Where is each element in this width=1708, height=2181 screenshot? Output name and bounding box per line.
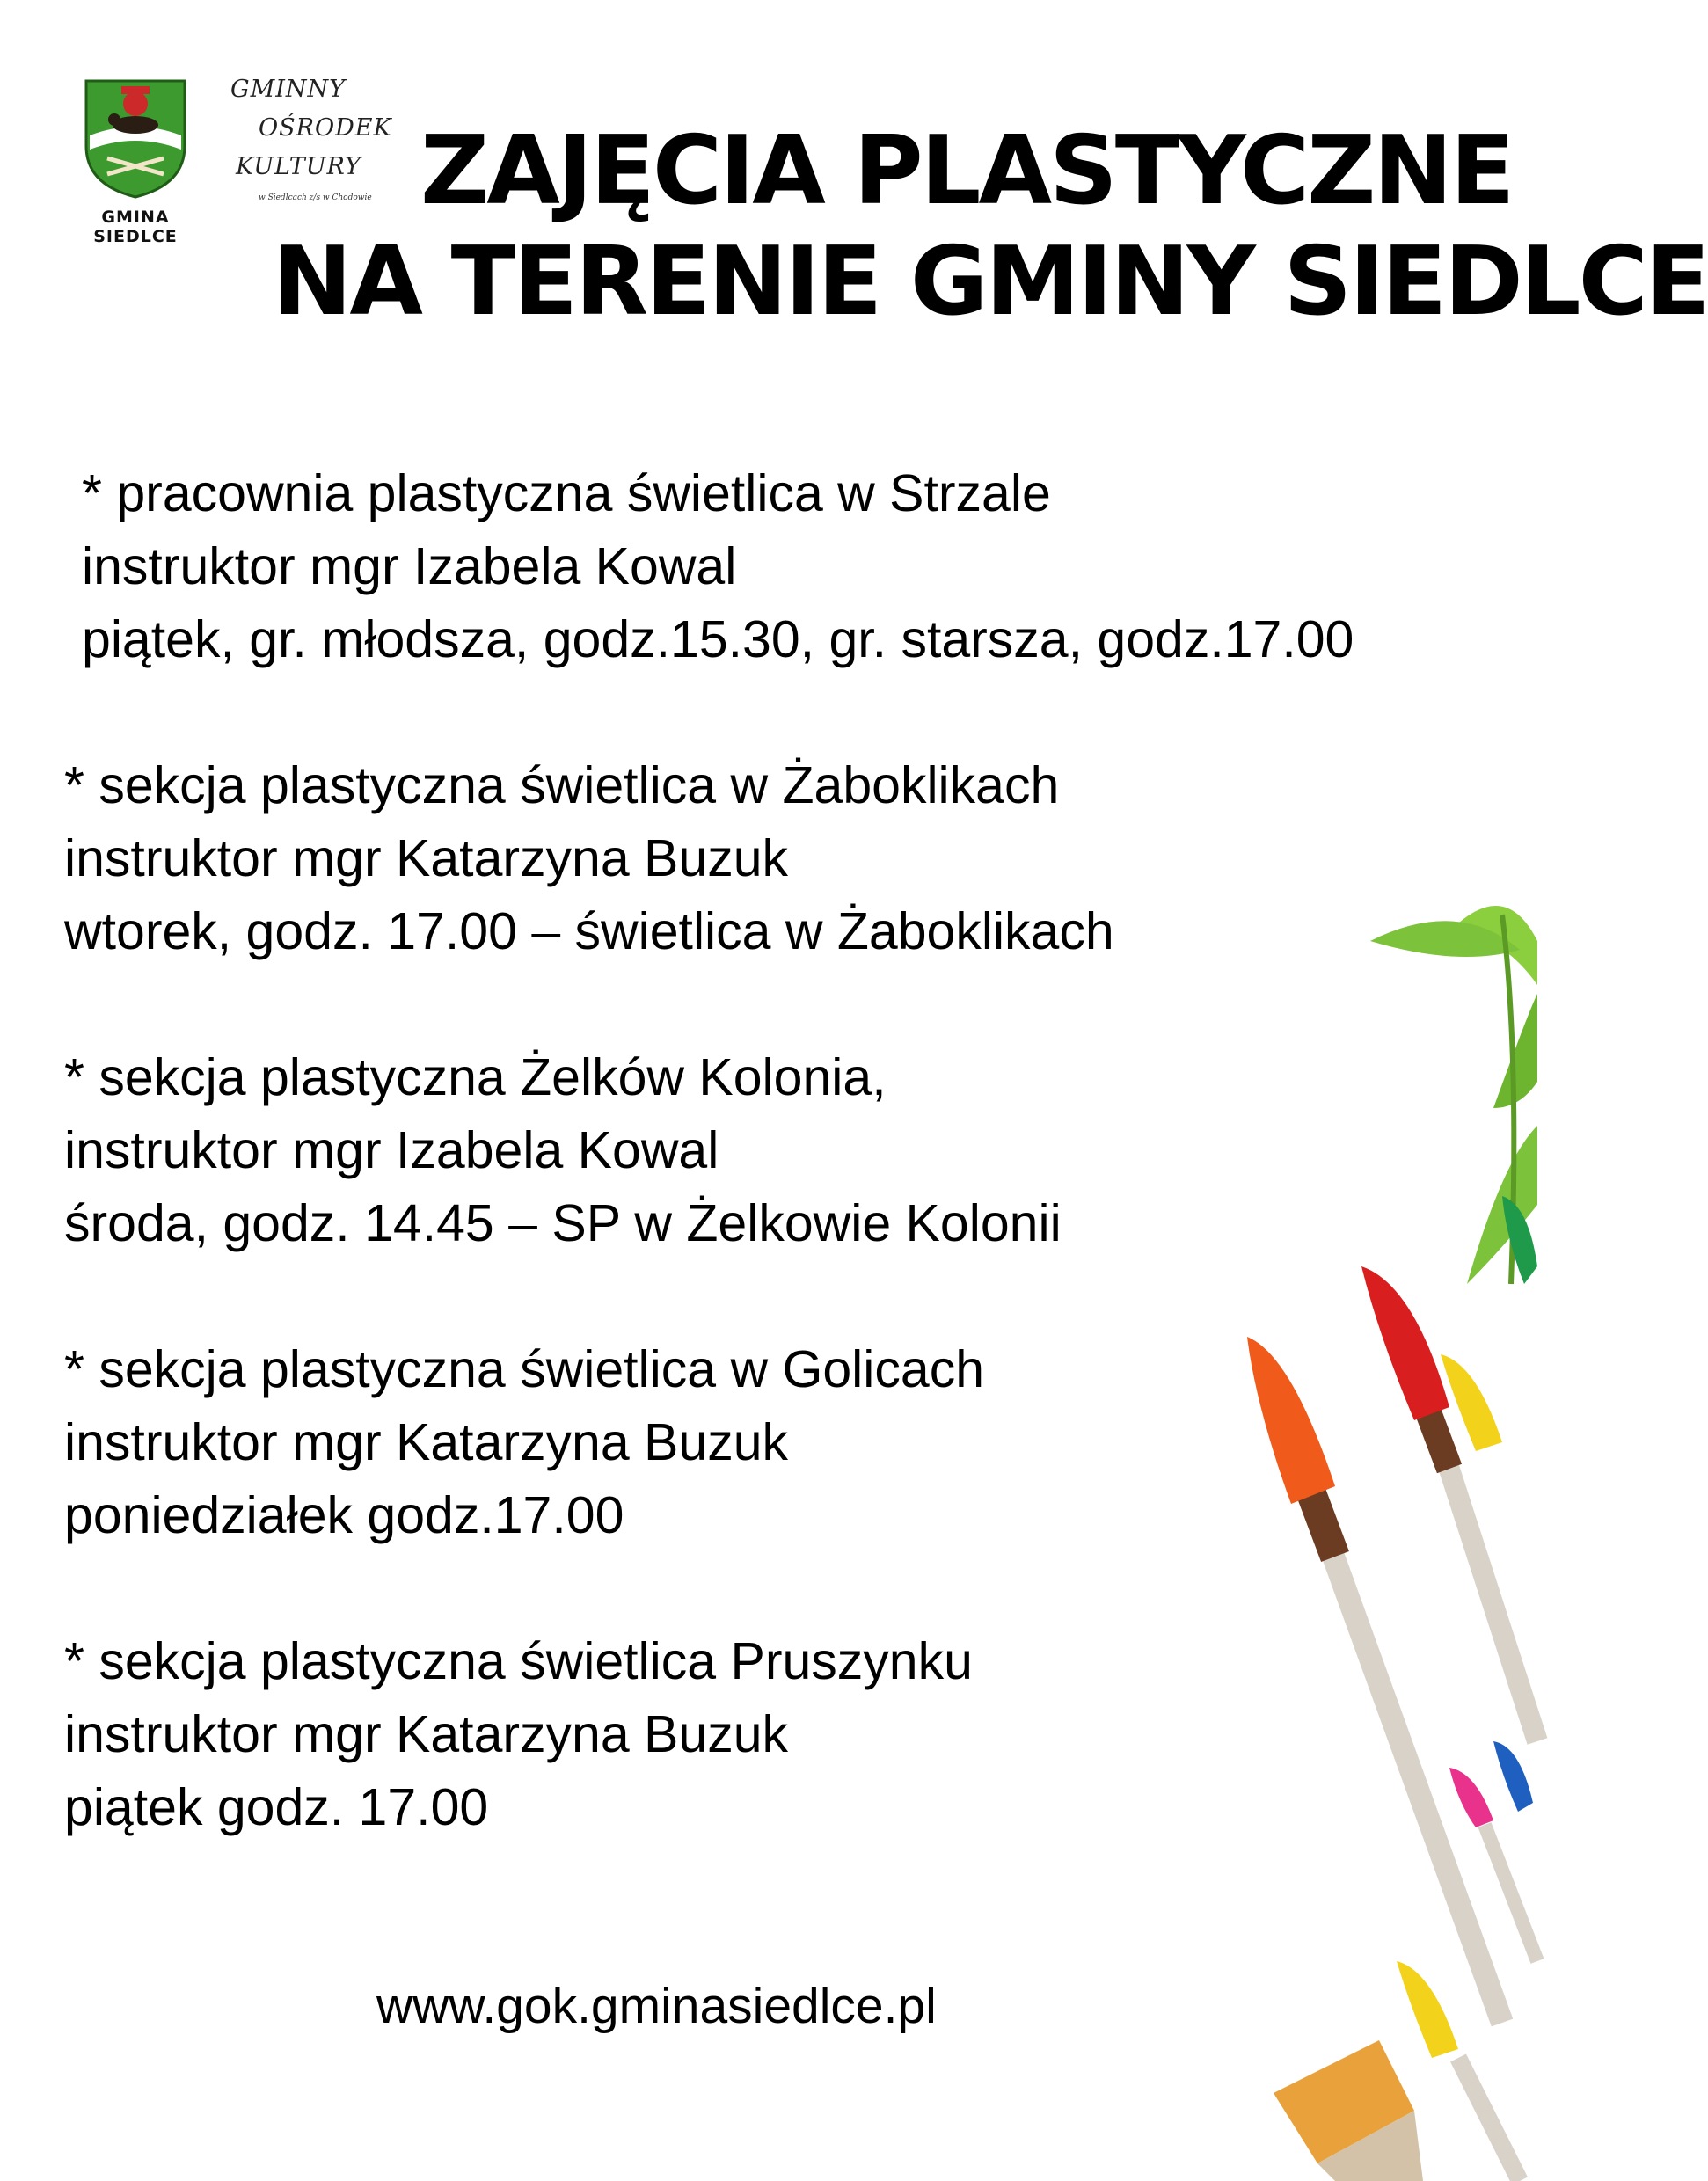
gmina-caption-line2: SIEDLCE	[93, 227, 178, 246]
section-schedule: piątek godz. 17.00	[64, 1778, 489, 1836]
title-line-2: NA TERENIE GMINY SIEDLCE	[273, 227, 1708, 337]
coat-of-arms-icon	[83, 77, 188, 199]
poster-title	[273, 116, 1708, 338]
class-section	[64, 1041, 1507, 1260]
section-name: * sekcja plastyczna świetlica Pruszynku	[64, 1632, 973, 1690]
gmina-siedlce-logo	[83, 77, 188, 246]
section-instructor: instruktor mgr Izabela Kowal	[64, 1121, 719, 1179]
brush-green-icon	[1502, 1196, 1537, 1284]
website-url: www.gok.gminasiedlce.pl	[376, 1978, 937, 2034]
section-name: * sekcja plastyczna świetlica w Golicach	[64, 1340, 985, 1398]
section-schedule: środa, godz. 14.45 – SP w Żelkowie Kolonii	[64, 1194, 1062, 1252]
gmina-caption-line1: GMINA	[101, 208, 170, 227]
section-name: * sekcja plastyczna świetlica w Żaboklikach	[64, 756, 1060, 814]
class-section	[64, 457, 1507, 676]
section-schedule: poniedziałek godz.17.00	[64, 1486, 624, 1544]
gok-subtitle: w Siedlcach z/s w Chodowie	[259, 193, 372, 202]
section-schedule: wtorek, godz. 17.00 – świetlica w Żaboklikach	[64, 902, 1114, 960]
section-instructor: instruktor mgr Izabela Kowal	[82, 537, 737, 595]
class-list	[64, 457, 1507, 1917]
gok-word-2: OŚRODEK	[259, 114, 392, 142]
section-schedule: piątek, gr. młodsza, godz.15.30, gr. starsza, godz.17.00	[82, 610, 1354, 668]
brush-handle-icon	[1274, 2040, 1423, 2181]
class-section	[64, 1625, 1507, 1844]
section-instructor: instruktor mgr Katarzyna Buzuk	[64, 1705, 789, 1763]
class-section	[64, 749, 1507, 968]
title-line-1: ZAJĘCIA PLASTYCZNE	[420, 116, 1513, 226]
section-instructor: instruktor mgr Katarzyna Buzuk	[64, 1413, 789, 1471]
class-section	[64, 1333, 1507, 1552]
gok-word-1: GMINNY	[230, 76, 346, 103]
gok-word-3: KULTURY	[236, 153, 361, 180]
section-name: * pracownia plastyczna świetlica w Strzale	[82, 464, 1051, 522]
section-name: * sekcja plastyczna Żelków Kolonia,	[64, 1048, 887, 1106]
section-instructor: instruktor mgr Katarzyna Buzuk	[64, 829, 789, 887]
